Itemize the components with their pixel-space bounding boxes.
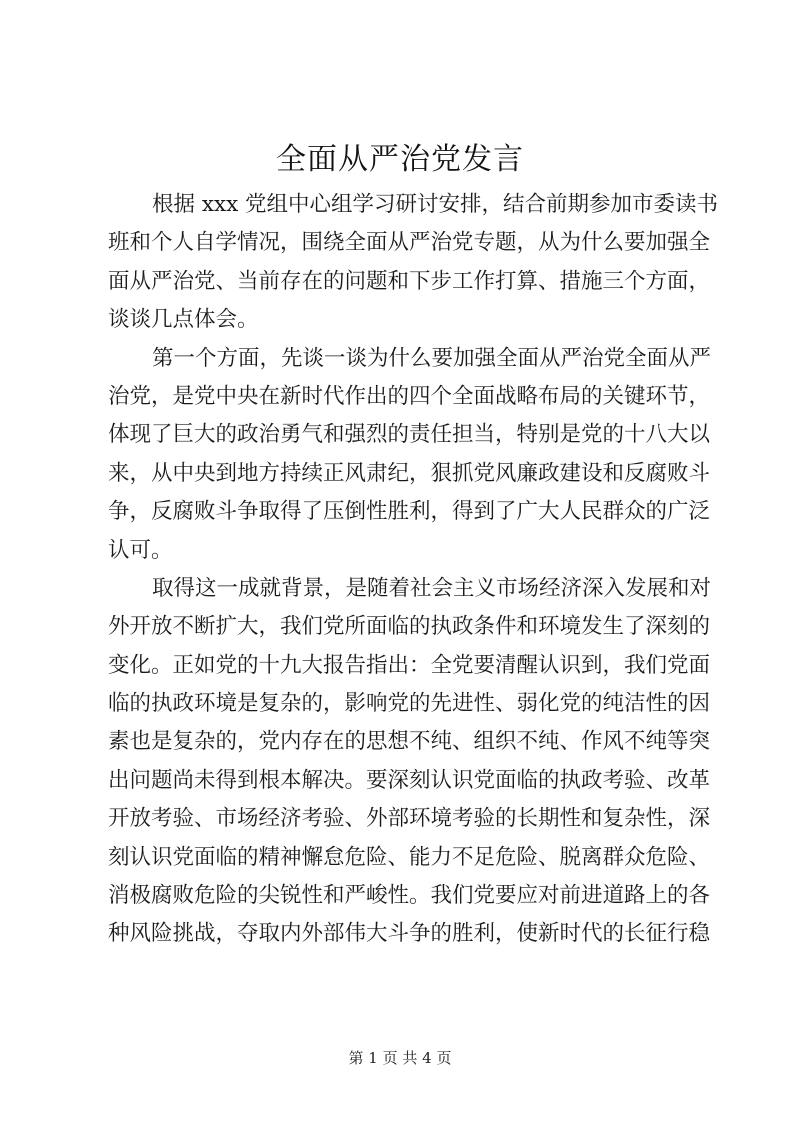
body-text-line: 治党，是党中央在新时代作出的四个全面战略布局的关键环节， <box>108 383 711 409</box>
body-text-line: 变化。正如党的十九大报告指出：全党要清醒认识到，我们党面 <box>108 652 711 678</box>
body-text-line: 刻认识党面临的精神懈怠危险、能力不足危险、脱离群众危险、 <box>108 844 711 870</box>
body-text-line: 认可。 <box>108 537 173 563</box>
body-text-line: 谈谈几点体会。 <box>108 307 259 333</box>
document-title: 全面从严治党发言 <box>276 142 524 177</box>
body-text-line: 取得这一成就背景，是随着社会主义市场经济深入发展和对 <box>152 575 712 601</box>
document-body <box>108 186 719 954</box>
body-text-line: 根据 xxx 党组中心组学习研讨安排，结合前期参加市委读书 <box>152 192 719 217</box>
body-text-line: 来，从中央到地方持续正风肃纪，狠抓党风廉政建设和反腐败斗 <box>108 460 711 486</box>
body-text-line: 开放考验、市场经济考验、外部环境考验的长期性和复杂性，深 <box>108 806 711 832</box>
body-text-line: 争，反腐败斗争取得了压倒性胜利，得到了广大人民群众的广泛 <box>108 499 711 525</box>
body-text-line: 面从严治党、当前存在的问题和下步工作打算、措施三个方面， <box>108 268 711 294</box>
body-text-line: 第一个方面，先谈一谈为什么要加强全面从严治党全面从严 <box>152 345 712 371</box>
body-text-line: 种风险挑战，夺取内外部伟大斗争的胜利，使新时代的长征行稳 <box>108 921 711 947</box>
body-text-line: 外开放不断扩大，我们党所面临的执政条件和环境发生了深刻的 <box>108 614 711 640</box>
body-text-line: 消极腐败危险的尖锐性和严峻性。我们党要应对前进道路上的各 <box>108 883 711 909</box>
body-text-line: 班和个人自学情况，围绕全面从严治党专题，从为什么要加强全 <box>108 230 711 256</box>
body-text-line: 素也是复杂的，党内存在的思想不纯、组织不纯、作风不纯等突 <box>108 729 711 755</box>
body-text-line: 临的执政环境是复杂的，影响党的先进性、弱化党的纯洁性的因 <box>108 691 711 717</box>
body-text-line: 出问题尚未得到根本解决。要深刻认识党面临的执政考验、改革 <box>108 767 711 793</box>
body-text-line: 体现了巨大的政治勇气和强烈的责任担当，特别是党的十八大以 <box>108 422 711 448</box>
page-footer: 第 1 页 共 4 页 <box>348 1049 452 1067</box>
